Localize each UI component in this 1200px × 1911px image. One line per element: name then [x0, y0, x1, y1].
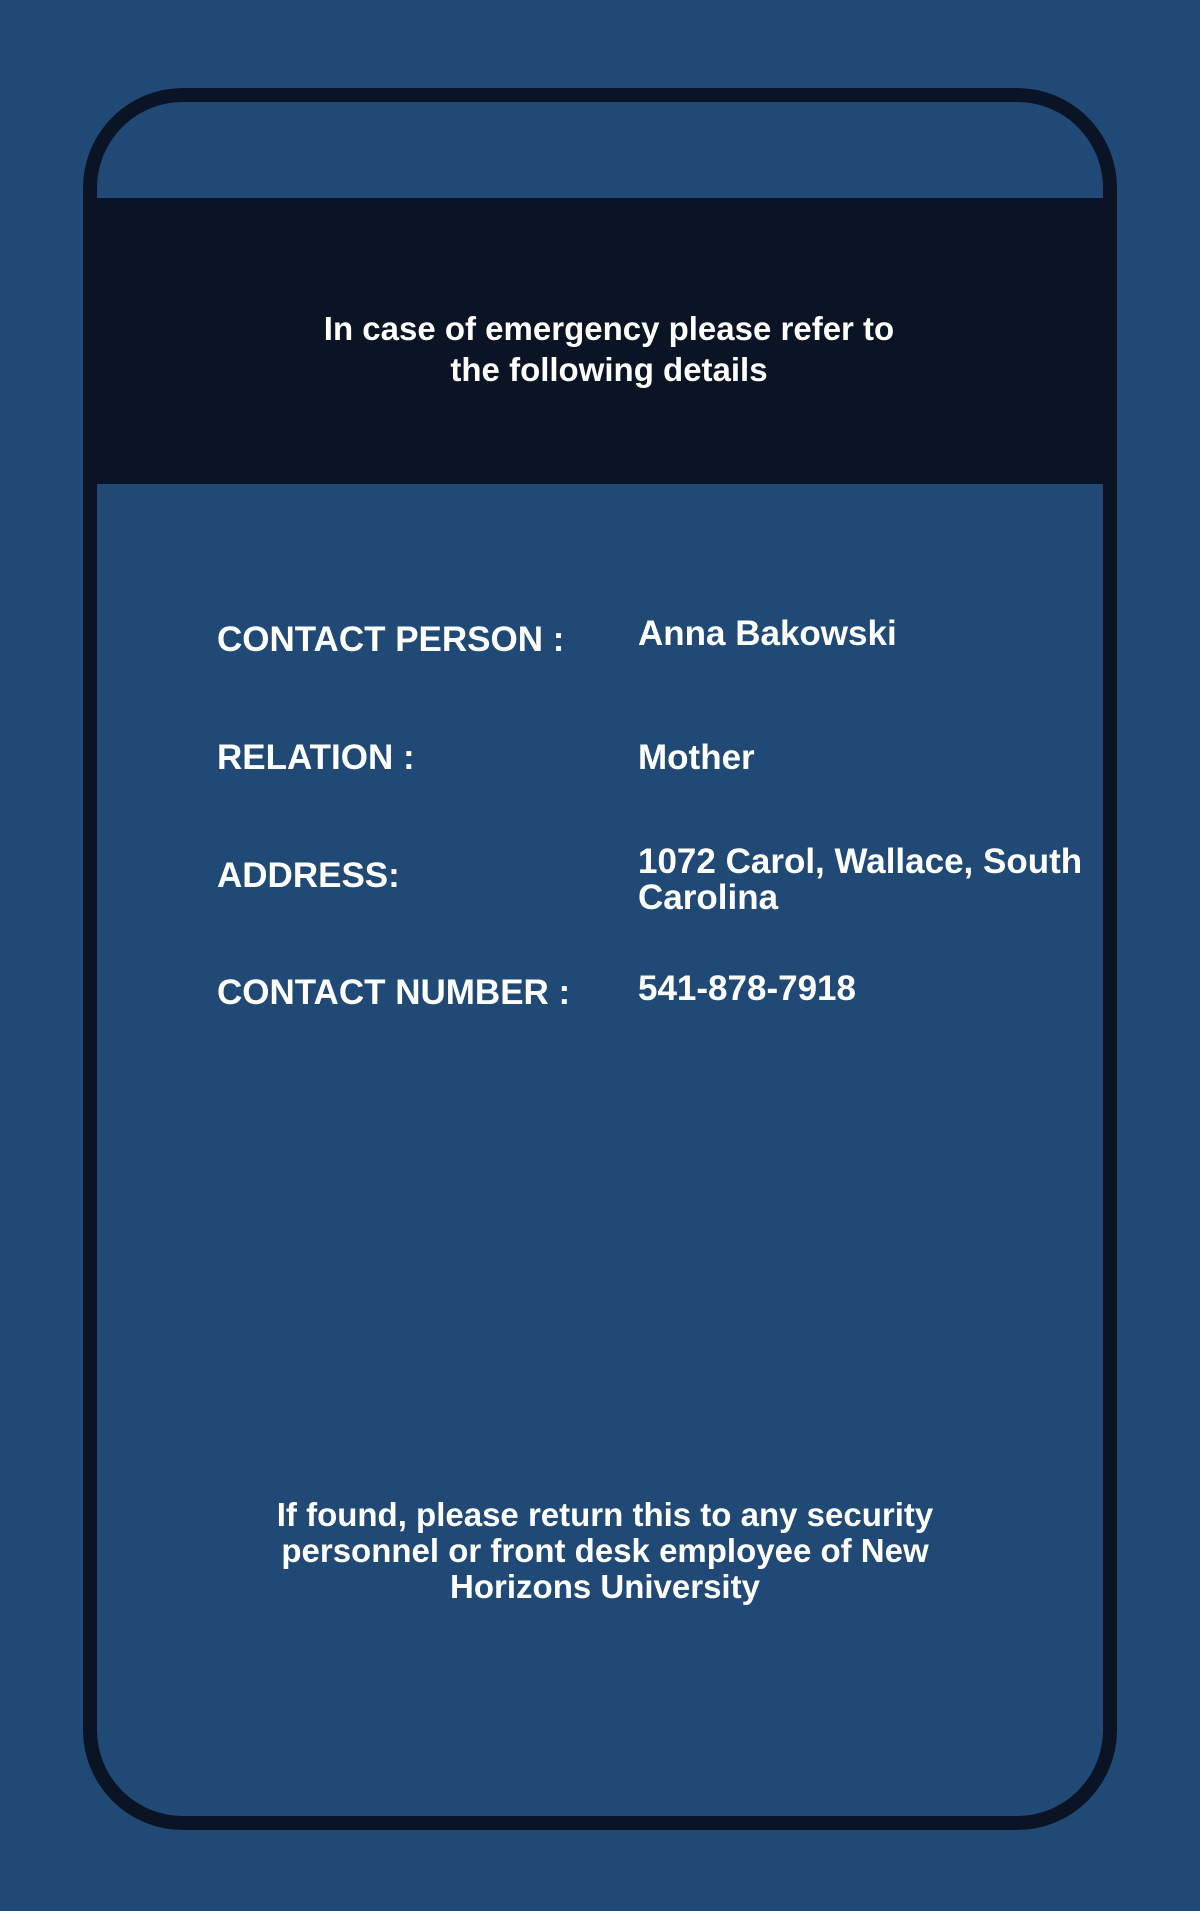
- address-label: ADDRESS:: [217, 856, 400, 895]
- header-band: [97, 198, 1103, 484]
- contact-number-value: 541-878-7918: [638, 969, 856, 1008]
- contact-number-label: CONTACT NUMBER :: [217, 973, 571, 1012]
- relation-label: RELATION :: [217, 738, 415, 777]
- contact-person-label: CONTACT PERSON :: [217, 620, 565, 659]
- return-line-2: personnel or front desk employee of New: [281, 1532, 929, 1569]
- header-line-1: In case of emergency please refer to: [323, 310, 895, 347]
- contact-person-value: Anna Bakowski: [638, 614, 897, 653]
- return-message: [97, 1497, 1103, 1605]
- emergency-card: [83, 88, 1117, 1830]
- header-message: [97, 308, 1103, 390]
- return-line-3: Horizons University: [450, 1568, 760, 1605]
- relation-value: Mother: [638, 738, 755, 777]
- address-value-line-1: 1072 Carol, Wallace, South: [638, 842, 1083, 881]
- address-value-line-2: Carolina: [638, 878, 779, 917]
- return-line-1: If found, please return this to any security: [276, 1496, 934, 1533]
- header-line-2: the following details: [450, 351, 768, 388]
